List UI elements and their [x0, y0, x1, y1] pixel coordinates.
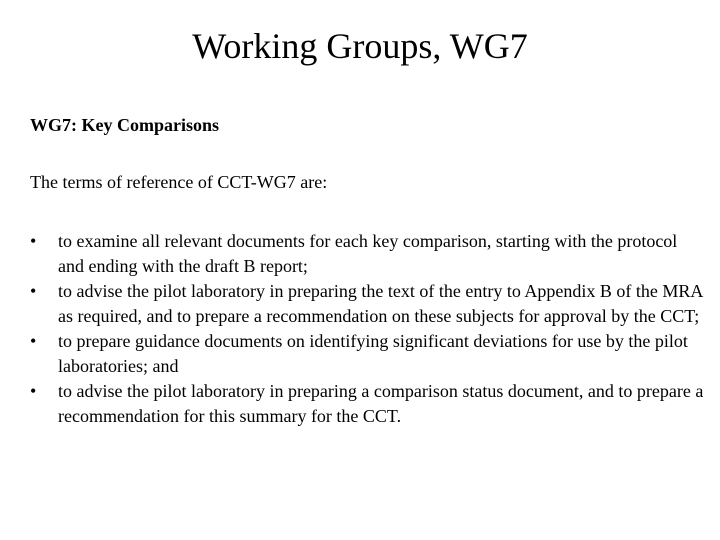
bullet-icon: •	[30, 331, 37, 351]
terms-of-reference-list	[30, 229, 706, 429]
list-item	[30, 329, 706, 379]
list-item	[30, 229, 706, 279]
bullet-icon: •	[30, 231, 37, 251]
slide-subtitle: WG7: Key Comparisons	[30, 115, 219, 135]
intro-text: The terms of reference of CCT-WG7 are:	[30, 172, 328, 192]
list-item	[30, 379, 706, 429]
bullet-icon: •	[30, 281, 37, 301]
slide-title: Working Groups, WG7	[192, 26, 528, 66]
list-item	[30, 279, 706, 329]
bullet-icon: •	[30, 381, 37, 401]
list-item-text: to advise the pilot laboratory in preparing the text of the entry to Appendix B of the MRA as required, and to prepare a recommendation on these subjects for approval by the CCT;	[58, 281, 703, 326]
list-item-text: to advise the pilot laboratory in preparing a comparison status document, and to prepare a recommendation for this summary for the CCT.	[58, 381, 704, 426]
list-item-text: to examine all relevant documents for each key comparison, starting with the protocol and ending with the draft B report;	[58, 231, 678, 276]
list-item-text: to prepare guidance documents on identifying significant deviations for use by the pilot laboratories; and	[58, 331, 688, 376]
